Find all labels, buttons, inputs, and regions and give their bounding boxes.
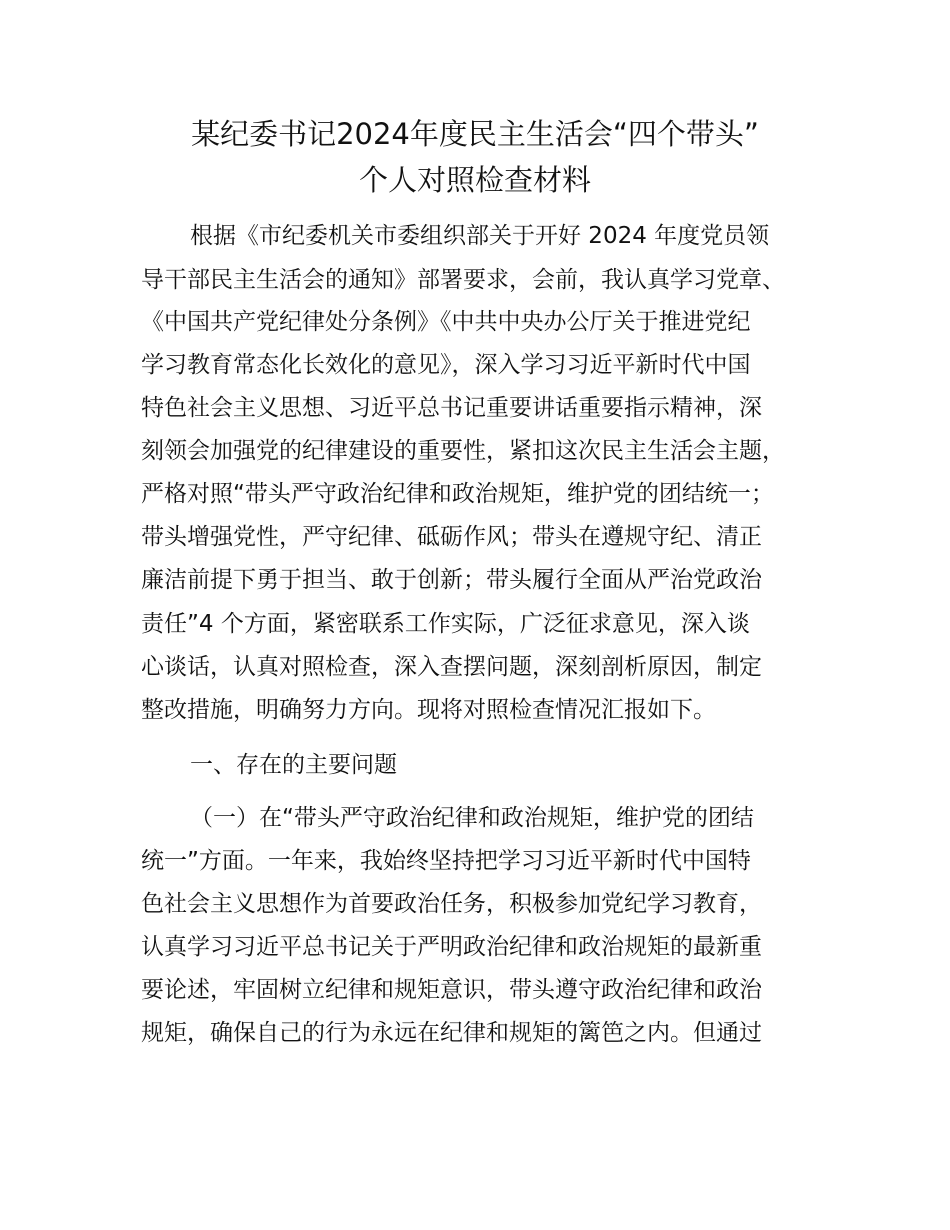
document-title-line1: 某纪委书记2024年度民主生活会“四个带头” bbox=[191, 117, 759, 151]
paragraph-line: 严格对照“带头严守政治纪律和政治规矩，维护党的团结统一； bbox=[141, 481, 774, 507]
paragraph-line: 特色社会主义思想、习近平总书记重要讲话重要指示精神，深 bbox=[141, 395, 762, 421]
paragraph-line: 廉洁前提下勇于担当、敢于创新；带头履行全面从严治党政治 bbox=[141, 567, 762, 593]
paragraph-line: 要论述，牢固树立纪律和规矩意识，带头遵守政治纪律和政治 bbox=[141, 977, 762, 1003]
paragraph-line: 带头增强党性，严守纪律、砥砺作风；带头在遵规守纪、清正 bbox=[141, 524, 762, 550]
paragraph-line: 认真学习习近平总书记关于严明政治纪律和政治规矩的最新重 bbox=[141, 934, 762, 960]
paragraph-line: 《中国共产党纪律处分条例》《中共中央办公厅关于推进党纪 bbox=[141, 309, 751, 335]
paragraph-line: （一）在“带头严守政治纪律和政治规矩，维护党的团结 bbox=[190, 805, 754, 831]
paragraph-line: 学习教育常态化长效化的意见》，深入学习习近平新时代中国 bbox=[141, 352, 751, 378]
paragraph-line: 规矩，确保自己的行为永远在纪律和规矩的篱笆之内。但通过 bbox=[141, 1020, 762, 1046]
paragraph-line: 整改措施，明确努力方向。现将对照检查情况汇报如下。 bbox=[141, 697, 716, 723]
paragraph-line: 责任”4 个方面，紧密联系工作实际，广泛征求意见，深入谈 bbox=[141, 611, 750, 637]
paragraph-line: 色社会主义思想作为首要政治任务，积极参加党纪学习教育， bbox=[141, 891, 762, 917]
paragraph-line: 导干部民主生活会的通知》部署要求，会前，我认真学习党章、 bbox=[141, 267, 785, 293]
section-heading: 一、存在的主要问题 bbox=[190, 752, 397, 778]
paragraph-line: 根据《市纪委机关市委组织部关于开好 2024 年度党员领 bbox=[190, 223, 770, 249]
document-title-line2: 个人对照检查材料 bbox=[358, 163, 591, 197]
paragraph-line: 心谈话，认真对照检查，深入查摆问题，深刻剖析原因，制定 bbox=[141, 654, 762, 680]
paragraph-line: 统一”方面。一年来，我始终坚持把学习习近平新时代中国特 bbox=[141, 848, 751, 874]
paragraph-line: 刻领会加强党的纪律建设的重要性，紧扣这次民主生活会主题， bbox=[141, 438, 785, 464]
